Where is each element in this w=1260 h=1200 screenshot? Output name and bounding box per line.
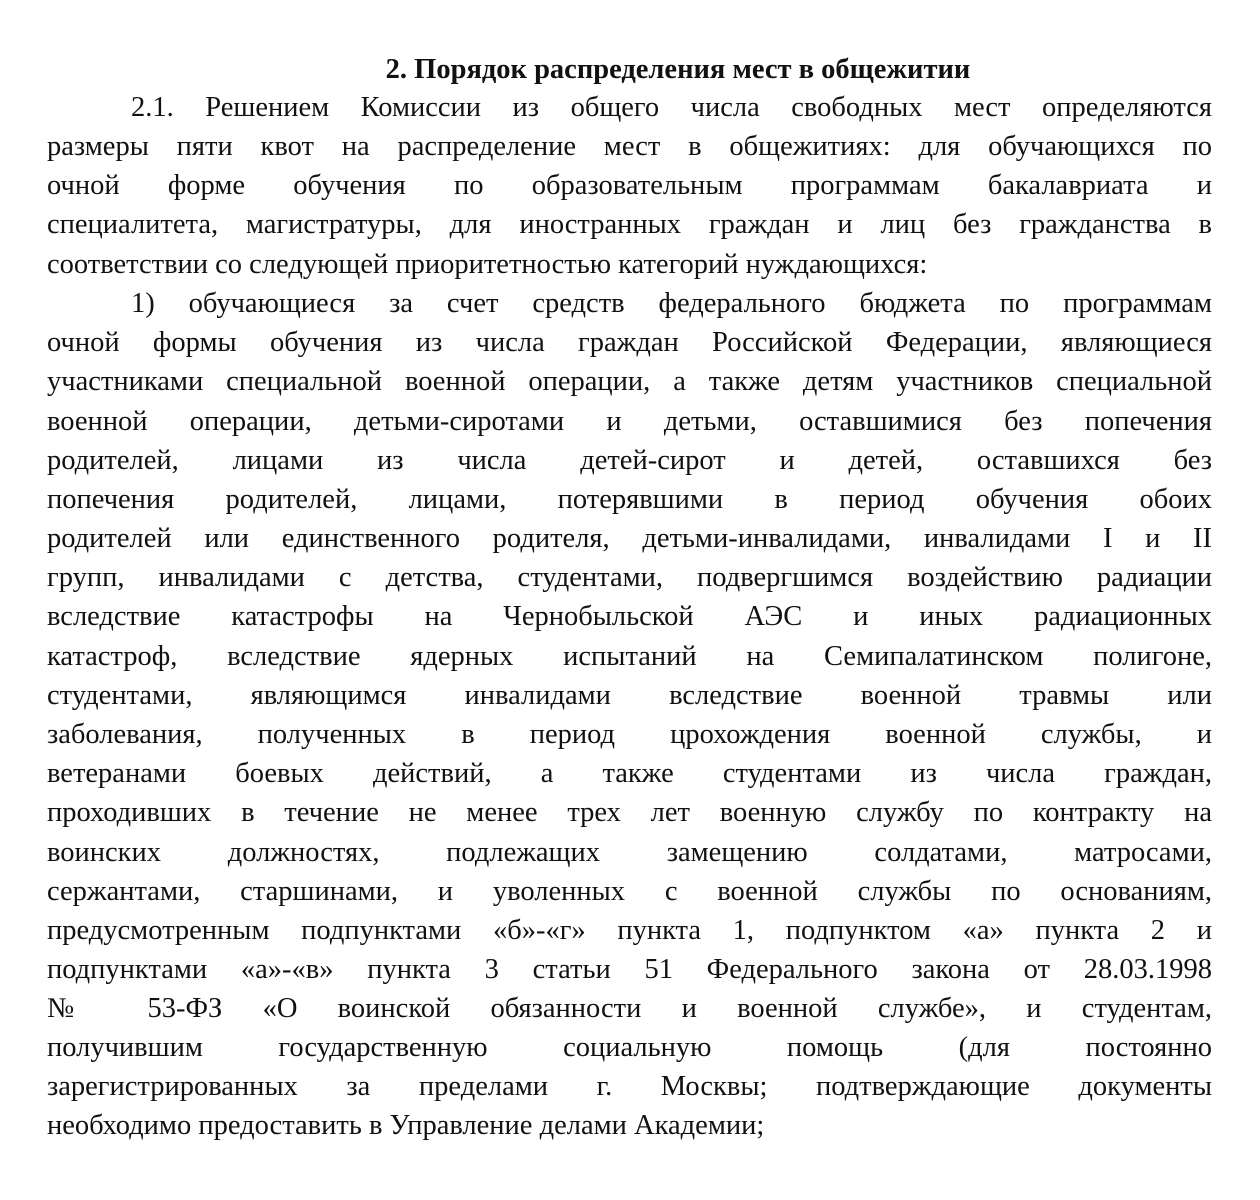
paragraph-line: № 53-ФЗ «О воинской обязанности и военной службе», и студентам,: [47, 993, 1212, 1024]
paragraph-line: попечения родителей, лицами, потерявшими в период обучения обоих: [47, 484, 1212, 515]
paragraph-line: заболевания, полученных в период црохождения военной службы, и: [47, 719, 1212, 750]
paragraph-line: 1) обучающиеся за счет средств федерального бюджета по программам: [131, 288, 1212, 319]
paragraph-line: необходимо предоставить в Управление делами Академии;: [47, 1110, 765, 1141]
paragraph-line: родителей или единственного родителя, детьми-инвалидами, инвалидами I и II: [47, 523, 1212, 554]
paragraph-line: 2.1. Решением Комиссии из общего числа свободных мест определяются: [131, 92, 1212, 123]
paragraph-line: участниками специальной военной операции, а также детям участников специальной: [47, 366, 1212, 397]
paragraph-line: получившим государственную социальную помощь (для постоянно: [47, 1032, 1212, 1063]
paragraph-line: вследствие катастрофы на Чернобыльской АЭС и иных радиационных: [47, 601, 1212, 632]
paragraph-line: катастроф, вследствие ядерных испытаний на Семипалатинском полигоне,: [47, 641, 1212, 672]
paragraph-line: воинских должностях, подлежащих замещению солдатами, матросами,: [47, 837, 1212, 868]
paragraph-line: очной формы обучения из числа граждан Российской Федерации, являющиеся: [47, 327, 1212, 358]
section-heading: 2. Порядок распределения мест в общежитии: [385, 54, 971, 85]
paragraph-line: специалитета, магистратуры, для иностранных граждан и лиц без гражданства в: [47, 209, 1212, 240]
paragraph-line: групп, инвалидами с детства, студентами, подвергшимся воздействию радиации: [47, 562, 1212, 593]
paragraph-line: размеры пяти квот на распределение мест в общежитиях: для обучающихся по: [47, 131, 1212, 162]
paragraph-line: ветеранами боевых действий, а также студентами из числа граждан,: [47, 758, 1212, 789]
paragraph-line: родителей, лицами из числа детей-сирот и детей, оставшихся без: [47, 445, 1212, 476]
paragraph-line: предусмотренным подпунктами «б»-«г» пункта 1, подпунктом «а» пункта 2 и: [47, 915, 1212, 946]
paragraph-line: проходивших в течение не менее трех лет военную службу по контракту на: [47, 797, 1212, 828]
paragraph-line: зарегистрированных за пределами г. Москвы; подтверждающие документы: [47, 1071, 1212, 1102]
paragraph-line: военной операции, детьми-сиротами и детьми, оставшимися без попечения: [47, 406, 1212, 437]
paragraph-line: студентами, являющимся инвалидами вследствие военной травмы или: [47, 680, 1212, 711]
paragraph-line: соответствии со следующей приоритетностью категорий нуждающихся:: [47, 249, 928, 280]
paragraph-line: сержантами, старшинами, и уволенных с военной службы по основаниям,: [47, 876, 1212, 907]
paragraph-line: подпунктами «а»-«в» пункта 3 статьи 51 Федерального закона от 28.03.1998: [47, 954, 1212, 985]
paragraph-line: очной форме обучения по образовательным программам бакалавриата и: [47, 170, 1212, 201]
